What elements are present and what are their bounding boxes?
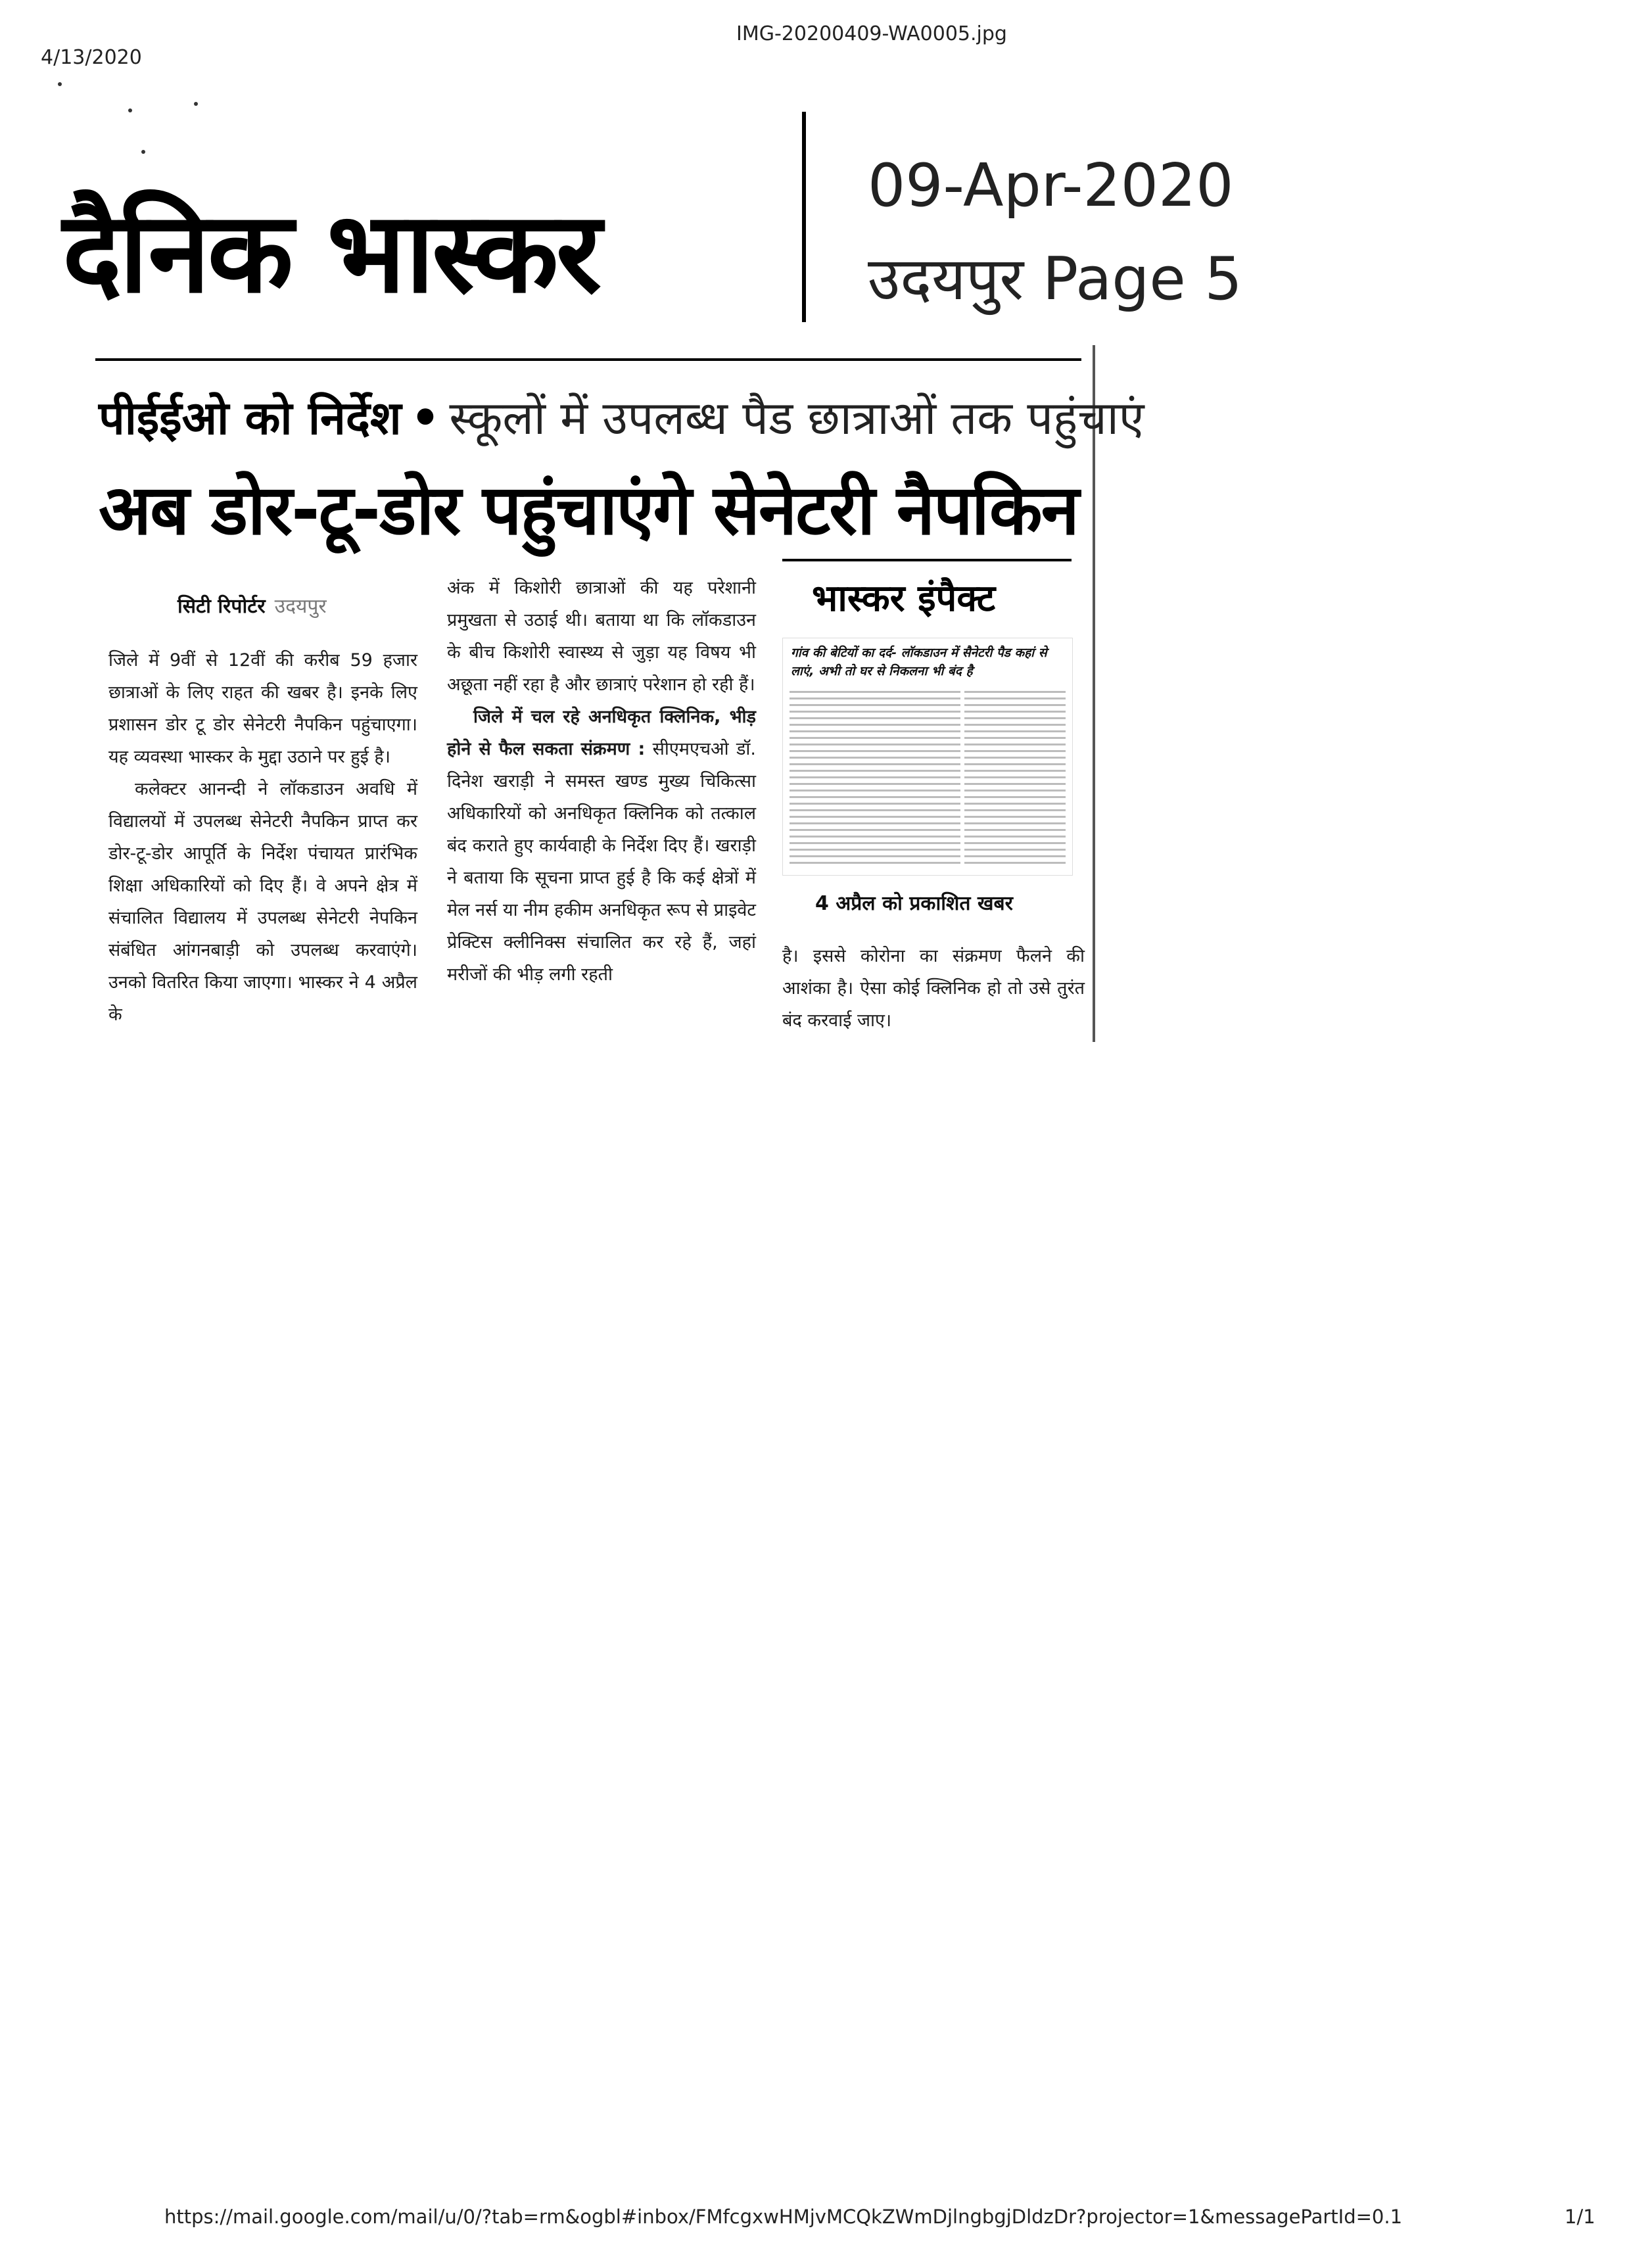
article-column-3 [782,940,1085,1037]
masthead-divider [802,112,806,322]
clipping-column-gutter [960,691,964,868]
scan-speck [194,102,198,106]
article-right-rule [1093,345,1095,1042]
edition-page: उदयपुर Page 5 [868,245,1242,314]
kicker-main: पीईईओ को निर्देश [99,391,402,445]
column-paragraph: सीएमएचओ डॉ. दिनेश खराड़ी ने समस्त खण्ड मुख्य चिकित्सा अधिकारियों को अनधिकृत क्लिनिक को तत्काल बंद कराते हुए कार्यवाही के निर्देश दिए हैं। खराड़ी ने बताया कि सूचना प्राप्त हुई है कि कई क्षेत्रों में मेल नर्स या नीम हकीम अनधिकृत रूप से प्राइवेट प्रेक्टिस क्लीनिक्स संचालित कर रहे हैं, जहां मरीजों की भीड़ लगी रहती [447,739,756,985]
clipping-caption: 4 अप्रैल को प्रकाशित खबर [815,892,1013,915]
byline-place: उदयपुर [274,595,327,618]
clipping-headline: गांव की बेटियों का दर्द- लॉकडाउन में सैनेटरी पैड कहां से लाएं, अभी तो घर से निकलना भी बंद है [791,646,1047,678]
column-paragraph: जिले में 9वीं से 12वीं की करीब 59 हजार छात्राओं के लिए राहत की खबर है। इनके लिए प्रशासन डोर टू डोर सेनेटरी नैपकिन पहुंचाएगा। यह व्यवस्था भास्कर के मुद्दा उठाने पर हुई है। [108,650,417,767]
kicker-sub: स्कूलों में उपलब्ध पैड छात्राओं तक पहुंचाएं [449,391,1144,445]
scan-speck [141,150,145,154]
article-kicker [99,385,1144,448]
article-headline: अब डोर-टू-डोर पहुंचाएंगे सेनेटरी नैपकिन [99,470,1078,550]
clipping-text-texture [790,691,1066,868]
print-date: 4/13/2020 [41,46,142,69]
scan-speck [128,108,132,112]
column-paragraph: कलेक्टर आनन्दी ने लॉकडाउन अवधि में विद्यालयों में उपलब्ध सेनेटरी नैपकिन प्राप्त कर डोर-टू-डोर आपूर्ति के निर्देश पंचायत प्रारंभिक शिक्षा अधिकारियों को दिए हैं। वे अपने क्षेत्र में संचालित विद्यालय में उपलब्ध सेनेटरी नेपकिन संबंधित आंगनबाड़ी को उपलब्ध करवाएंगे। उनको वितरित किया जाएगा। भास्कर ने 4 अप्रैल के [108,779,417,1025]
print-page-count: 1/1 [1565,2206,1595,2228]
kicker-bullet: • [410,391,440,445]
byline [177,592,327,619]
column-paragraph: अंक में किशोरी छात्राओं की यह परेशानी प्रमुखता से उठाई थी। बताया था कि लॉकडाउन के बीच किशोरी स्वास्थ्य से जुड़ा यह विषय भी अछूता नहीं रहा है और छात्राएं परेशान हो रही हैं। [447,578,756,695]
impact-title: भास्कर इंपैक्ट [812,577,996,620]
newspaper-clipping-image [782,638,1073,876]
newspaper-masthead: दैनिक भास्कर [62,188,600,318]
column-subhead: जिले में चल रहे अनधिकृत क्लिनिक, भीड़ होने से फैल सकता संक्रमण : [447,707,756,759]
print-filename: IMG-20200409-WA0005.jpg [736,22,1007,45]
print-url: https://mail.google.com/mail/u/0/?tab=rm&ogbl#inbox/FMfcgxwHMjvMCQkZWmDjlngbgjDldzDr?projector=1&messagePartId=0.1 [164,2206,1403,2228]
impact-top-rule [782,559,1072,561]
article-top-rule [95,358,1081,361]
article-column-2 [447,572,756,991]
column-paragraph: है। इससे कोरोना का संक्रमण फैलने की आशंका है। ऐसा कोई क्लिनिक हो तो उसे तुरंत बंद करवाई जाए। [782,946,1085,1031]
scan-speck [58,82,62,86]
edition-date: 09-Apr-2020 [868,151,1234,220]
article-column-1 [108,644,417,1031]
byline-author: सिटी रिपोर्टर [177,595,266,618]
